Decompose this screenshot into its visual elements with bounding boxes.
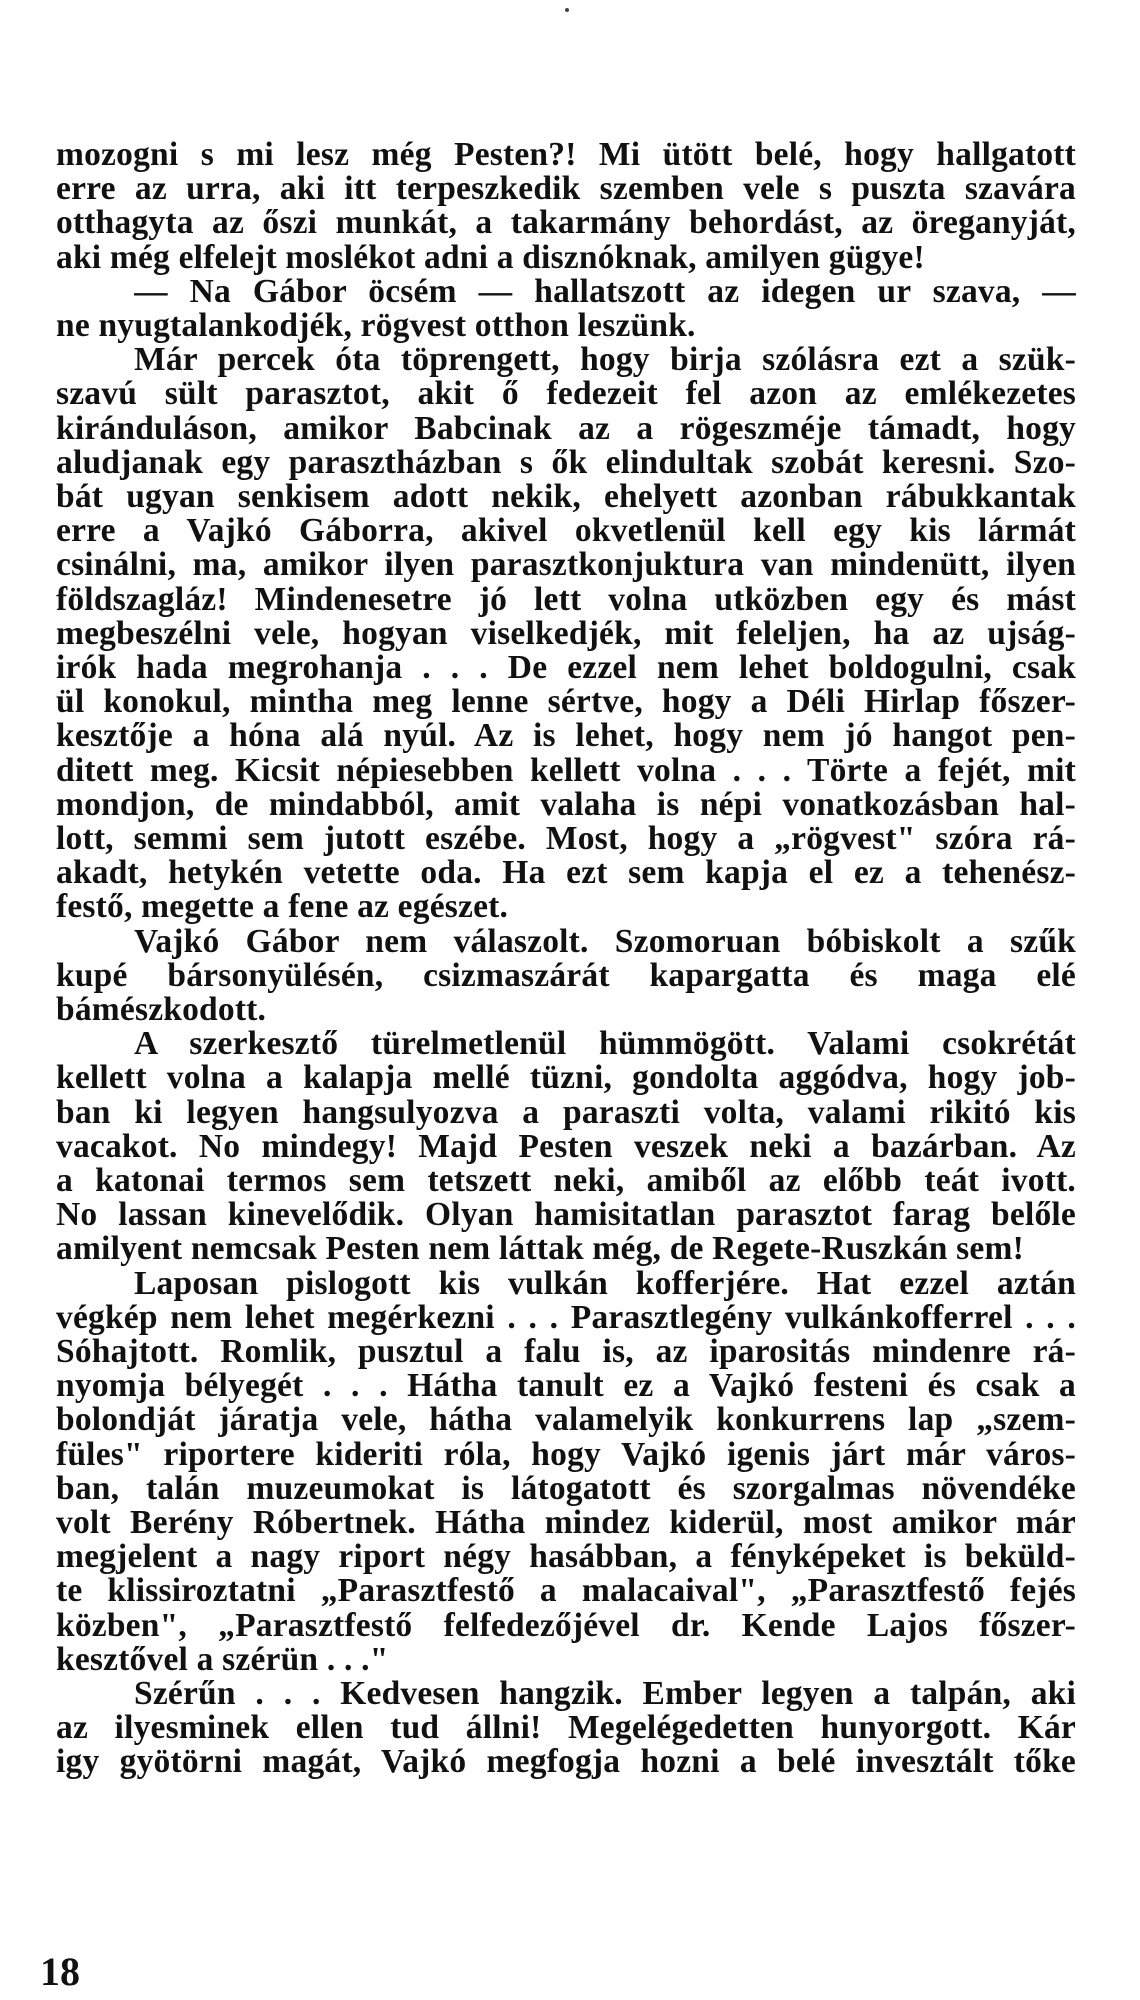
text-line: kesztője a hóna alá nyúl. Az is lehet, hogy nem jó hangot pen- [56,719,1076,754]
text-line: nyomja bélyegét . . . Hátha tanult ez a Vajkó festeni és csak a [56,1369,1076,1404]
text-line: az ilyesminek ellen tud állni! Megelégedetten hunyorgott. Kár [56,1711,1076,1746]
text-line: amilyent nemcsak Pesten nem láttak még, de Regete-Ruszkán sem! [56,1232,1024,1267]
text-line: A szerkesztő türelmetlenül hümmögött. Valami csokrétát [134,1027,1076,1062]
text-line: Vajkó Gábor nem válaszolt. Szomoruan bóbiskolt a szűk [134,924,1076,959]
text-line: megjelent a nagy riport négy hasábban, a fényképeket is beküld- [56,1540,1076,1575]
scan-speck [565,8,569,12]
text-line: te klissiroztatni „Parasztfestő a malacaival", „Parasztfestő fejés [56,1574,1076,1609]
text-line: ban ki legyen hangsulyozva a paraszti volta, valami rikitó kis [56,1095,1076,1130]
text-line: aludjanak egy parasztházban s ők elindultak szobát keresni. Szo- [56,445,1076,480]
text-line: Már percek óta töprengett, hogy birja szólásra ezt a szük- [134,343,1076,378]
text-line: közben", „Parasztfestő felfedezőjével dr. Kende Lajos főszer- [56,1608,1076,1643]
text-line: festő, megette a fene az egészet. [56,890,509,925]
text-line: lott, semmi sem jutott eszébe. Most, hogy a „rögvest" szóra rá- [56,822,1076,857]
text-line: bolondját járatja vele, hátha valamelyik konkurrens lap „szem- [56,1403,1076,1438]
text-line: akadt, hetykén vetette oda. Ha ezt sem kapja el ez a tehenész- [56,856,1076,891]
text-line: Szérűn . . . Kedvesen hangzik. Ember legyen a talpán, aki [134,1677,1076,1712]
text-line: mozogni s mi lesz még Pesten?! Mi ütött belé, hogy hallgatott [56,138,1076,173]
text-line: Sóhajtott. Romlik, pusztul a falu is, az iparositás mindenre rá- [56,1335,1076,1370]
text-line: otthagyta az őszi munkát, a takarmány behordást, az öreganyját, [56,206,1076,241]
text-line: aki még elfelejt moslékot adni a disznóknak, amilyen gügye! [56,240,925,275]
text-line: erre az urra, aki itt terpeszkedik szemben vele s puszta szavára [56,172,1076,207]
text-line: No lassan kinevelődik. Olyan hamisitatlan parasztot farag belőle [56,1198,1076,1233]
text-line: földszagláz! Mindenesetre jó lett volna utközben egy és mást [56,582,1076,617]
text-line: kupé bársonyülésén, csizmaszárát kapargatta és maga elé [56,958,1076,993]
text-line: ditett meg. Kicsit népiesebben kellett volna . . . Törte a fejét, mit [56,753,1076,788]
text-line: — Na Gábor öcsém — hallatszott az idegen ur szava, — [134,274,1076,309]
text-line: csinálni, ma, amikor ilyen parasztkonjuktura van mindenütt, ilyen [56,548,1076,583]
text-line: bámészkodott. [56,993,267,1028]
text-line: ne nyugtalankodjék, rögvest otthon leszünk. [56,309,696,344]
text-line: megbeszélni vele, hogyan viselkedjék, mit feleljen, ha az ujság- [56,616,1076,651]
text-line: kiránduláson, amikor Babcinak az a rögeszméje támadt, hogy [56,411,1076,446]
text-line: szavú sült parasztot, akit ő fedezeit fel azon az emlékezetes [56,377,1076,412]
text-line: volt Berény Róbertnek. Hátha mindez kiderül, most amikor már [56,1506,1076,1541]
text-line: bát ugyan senkisem adott nekik, ehelyett azonban rábukkantak [56,480,1076,515]
text-line: végkép nem lehet megérkezni . . . Parasztlegény vulkánkofferrel . . . [56,1300,1076,1335]
text-line: füles" riportere kideriti róla, hogy Vajkó igenis járt már város- [56,1437,1076,1472]
text-line: Laposan pislogott kis vulkán kofferjére. Hat ezzel aztán [134,1266,1076,1301]
text-line: vacakot. No mindegy! Majd Pesten veszek neki a bazárban. Az [56,1129,1076,1164]
text-line: ül konokul, mintha meg lenne sértve, hogy a Déli Hirlap főszer- [56,685,1076,720]
text-line: erre a Vajkó Gáborra, akivel okvetlenül kell egy kis lármát [56,514,1076,549]
text-line: kellett volna a kalapja mellé tüzni, gondolta aggódva, hogy job- [56,1061,1076,1096]
text-line: igy gyötörni magát, Vajkó megfogja hozni a belé invesztált tőke [56,1745,1076,1780]
text-line: mondjon, de mindabból, amit valaha is népi vonatkozásban hal- [56,787,1076,822]
text-line: kesztővel a szérün . . ." [56,1642,389,1677]
text-line: irók hada megrohanja . . . De ezzel nem lehet boldogulni, csak [56,651,1076,686]
text-line: a katonai termos sem tetszett neki, amiből az előbb teát ivott. [56,1164,1076,1199]
page-number: 18 [40,1949,80,1994]
text-line: ban, talán muzeumokat is látogatott és szorgalmas növendéke [56,1471,1076,1506]
